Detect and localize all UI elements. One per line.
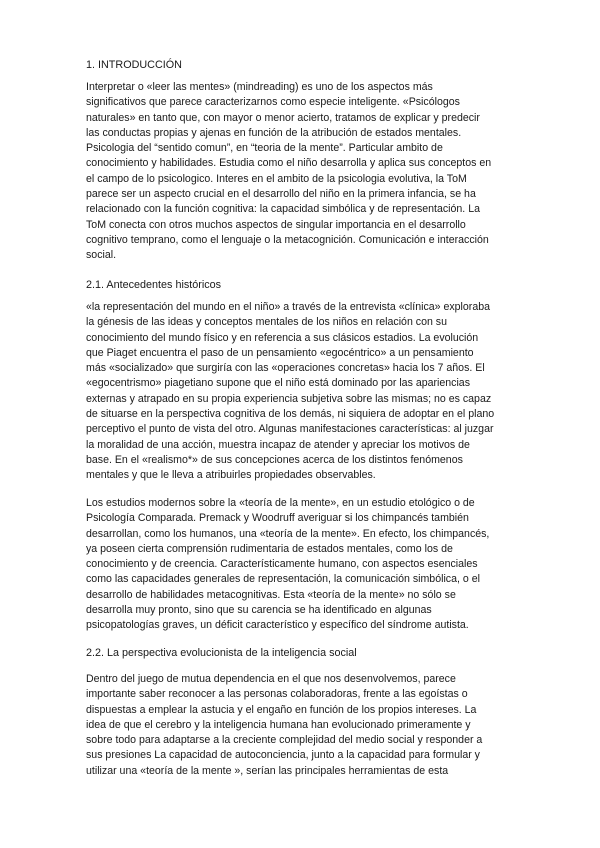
text-line: cognitivo temprano, como el lenguaje o la metacognición. Comunicación e interacción bbox=[86, 233, 489, 246]
perspectiva-evolucionista-paragraph bbox=[86, 672, 516, 779]
section-1-heading: 1. INTRODUCCIÓN bbox=[86, 59, 182, 71]
text-line: la génesis de las ideas y conceptos mentales de los niños en relación con su bbox=[86, 316, 447, 329]
text-line: relacionado con la función cognitiva: la capacidad simbólica y de representación. La bbox=[86, 203, 480, 216]
text-line: perceptivo el punto de vista del otro. Algunas manifestaciones características: al juzgar bbox=[86, 423, 494, 436]
text-line: psicopatologías graves, un déficit característico y específico del síndrome autista. bbox=[86, 619, 469, 632]
text-line: de situarse en la perspectiva cognitiva de los demás, ni siquiera de adoptar en el plano bbox=[86, 408, 495, 421]
text-line: sobre todo para adaptarse a la creciente complejidad del medio social y responder a bbox=[86, 734, 483, 747]
text-line: desarrolla muy pronto, sino que su carencia se ha identificado en algunas bbox=[86, 604, 432, 617]
text-line: «la representación del mundo en el niño» a través de la entrevista «clínica» exploraba bbox=[86, 301, 490, 313]
text-line: conocimiento del mundo físico y en referencia a sus clásicos estadios. La evolución bbox=[86, 331, 479, 344]
text-line: el campo de lo psicologico. Interes en el ambito de la psicologia evolutiva, la ToM bbox=[86, 172, 467, 185]
text-line: Interpretar o «leer las mentes» (mindreading) es uno de los aspectos más bbox=[86, 81, 433, 93]
text-line: las conductas propias y ajenas en función de la atribución de estados mentales. bbox=[86, 126, 462, 139]
text-line: ya poseen cierta comprensión rudimentaria de estados mentales, como los de bbox=[86, 542, 453, 555]
text-line: base. En el «realismo*» de sus concepciones acerca de los distintos fenómenos bbox=[86, 453, 463, 466]
text-line: Psicologia del “sentido comun”, en “teoria de la mente”. Particular ambito de bbox=[86, 142, 443, 155]
text-line: significativos que parece caracterizarnos como especie inteligente. «Psicólogos bbox=[86, 96, 460, 109]
text-line: mentales y que le lleva a atribuirles propiedades observables. bbox=[86, 469, 376, 482]
text-line: conocimiento y de creencia. Característicamente humano, con aspectos esenciales bbox=[86, 558, 478, 571]
text-line: parece ser un aspecto crucial en el desarrollo del niño en la primera infancia, se ha bbox=[86, 188, 476, 201]
text-line: Dentro del juego de mutua dependencia en el que nos desenvolvemos, parece bbox=[86, 673, 456, 685]
text-line: importante saber reconocer a las personas colaboradoras, frente a las egoístas o bbox=[86, 688, 468, 701]
estudios-modernos-paragraph bbox=[86, 496, 516, 634]
text-line: naturales» en tanto que, con mayor o menor acierto, tratamos de explicar y predecir bbox=[86, 111, 480, 124]
text-line: desarrollan, como los humanos, una «teoría de la mente». En efecto, los chimpancés, bbox=[86, 527, 490, 540]
text-line: «egocentrismo» piagetiano supone que el niño está dominado por las apariencias bbox=[86, 377, 470, 390]
text-line: ToM conecta con otros muchos aspectos de singular importancia en el desarrollo bbox=[86, 218, 466, 231]
text-line: la moralidad de una acción, muestra incapaz de atender y apreciar los motivos de bbox=[86, 438, 470, 451]
text-line: idea de que el cerebro y la inteligencia humana han evolucionado primeramente y bbox=[86, 718, 471, 731]
text-line: como las capacidades generales de representación, la comunicación simbólica, o el bbox=[86, 573, 480, 586]
text-line: que Piaget encuentra el paso de un pensamiento «egocéntrico» a un pensamiento bbox=[86, 346, 474, 359]
section-2-1-heading: 2.1. Antecedentes históricos bbox=[86, 279, 222, 291]
text-line: externas y atrapado en su propia experiencia subjetiva sobre las mismas; no es capaz bbox=[86, 392, 492, 405]
text-line: sus presiones La capacidad de autoconciencia, junto a la capacidad para formular y bbox=[86, 749, 480, 762]
text-line: social. bbox=[86, 249, 117, 262]
text-line: desarrollo de habilidades metacognitivas. Esta «teoría de la mente» no sólo se bbox=[86, 588, 456, 601]
antecedentes-paragraph bbox=[86, 300, 516, 484]
section-2-2-heading: 2.2. La perspectiva evolucionista de la inteligencia social bbox=[86, 647, 357, 659]
introduction-paragraph bbox=[86, 80, 516, 264]
text-line: utilizar una «teoría de la mente », serían las principales herramientas de esta bbox=[86, 764, 449, 777]
text-line: conocimiento y habilidades. Estudia como el niño desarrolla y aplica sus conceptos en bbox=[86, 157, 492, 170]
text-line: dispuestas a emplear la astucia y el engaño en función de los propios intereses. La bbox=[86, 703, 477, 716]
text-line: más «socializado» que surgiría con las «operaciones concretas» hacia los 7 años. El bbox=[86, 362, 485, 375]
text-line: Los estudios modernos sobre la «teoría de la mente», en un estudio etológico o de bbox=[86, 497, 475, 509]
text-line: Psicología Comparada. Premack y Woodruff averiguar si los chimpancés también bbox=[86, 512, 469, 525]
